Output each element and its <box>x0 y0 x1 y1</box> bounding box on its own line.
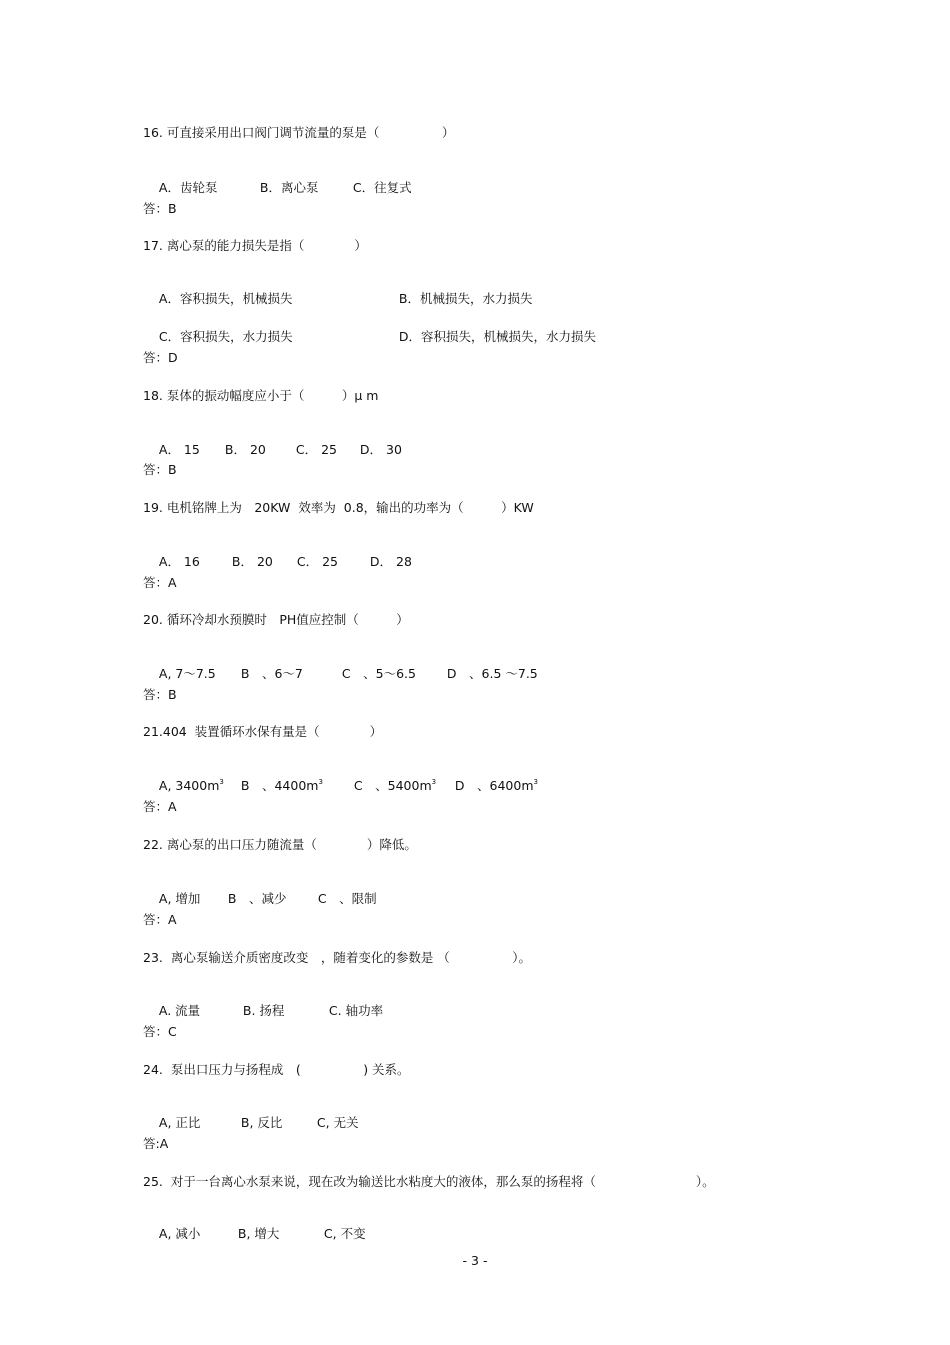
option-c: C． 25 <box>295 442 338 457</box>
answer-16: 答：B <box>143 201 177 216</box>
question-16: 16. 可直接采用出口阀门调节流量的泵是（ ） <box>143 125 455 140</box>
option-b: B, 增大 <box>237 1226 280 1241</box>
question-17-options-row2 <box>143 313 596 361</box>
option-c: C 、5～6.5 <box>341 666 416 681</box>
option-b <box>241 778 354 794</box>
option-a <box>159 778 241 794</box>
option-a: A．容积损失，机械损失 <box>158 291 293 306</box>
option-c: C．往复式 <box>352 180 412 195</box>
option-a: A．齿轮泵 <box>158 180 218 195</box>
question-23-options <box>143 987 383 1035</box>
option-b: B 、6～7 <box>240 666 303 681</box>
option-a: A, 7～7.5 <box>158 666 216 681</box>
option-a: A． 16 <box>158 554 200 569</box>
unit-superscript: 3 <box>219 778 224 786</box>
option-a: A, 增加 <box>158 891 201 906</box>
question-21-options <box>143 762 538 810</box>
option-c: C．容积损失，水力损失 <box>158 329 293 344</box>
question-19-options <box>143 538 412 586</box>
option-b: B． 20 <box>224 442 266 457</box>
option-b: B, 反比 <box>240 1115 283 1130</box>
answer-19: 答：A <box>143 575 177 590</box>
option-b: B．离心泵 <box>259 180 319 195</box>
answer-21: 答：A <box>143 799 177 814</box>
option-b-text: B 、4400m <box>240 778 319 793</box>
answer-20: 答：B <box>143 687 177 702</box>
option-c: C 、限制 <box>317 891 377 906</box>
question-24: 24. 泵出口压力与扬程成 ( ) 关系。 <box>143 1062 410 1077</box>
answer-17: 答：D <box>143 350 178 365</box>
question-16-options <box>143 164 412 212</box>
option-d: D．容积损失，机械损失，水力损失 <box>398 329 597 344</box>
question-21: 21.404 装置循环水保有量是（ ） <box>143 724 383 739</box>
option-d: D． 28 <box>369 554 412 569</box>
option-d: D． 30 <box>359 442 402 457</box>
question-17: 17. 离心泵的能力损失是指（ ） <box>143 238 367 253</box>
option-d: D 、6.5 ～7.5 <box>446 666 538 681</box>
unit-superscript: 3 <box>318 778 323 786</box>
question-24-options <box>143 1099 359 1147</box>
answer-22: 答：A <box>143 912 177 927</box>
option-d <box>455 778 538 794</box>
page-number: - 3 - <box>462 1253 488 1268</box>
option-a-text: A, 3400m <box>158 778 220 793</box>
option-c: C． 25 <box>296 554 339 569</box>
option-d-text: D 、6400m <box>454 778 534 793</box>
option-a: A. 流量 <box>158 1003 201 1018</box>
question-18: 18. 泵体的振动幅度应小于（ ）μ m <box>143 388 379 403</box>
option-a: A, 正比 <box>158 1115 201 1130</box>
question-25: 25. 对于一台离心水泵来说，现在改为输送比水粘度大的液体，那么泵的扬程将（ ）。 <box>143 1174 715 1189</box>
option-c: C. 轴功率 <box>328 1003 384 1018</box>
option-a: A, 减小 <box>158 1226 201 1241</box>
question-18-options <box>143 426 402 474</box>
question-20: 20. 循环冷却水预膜时 PH值应控制（ ） <box>143 612 409 627</box>
option-c <box>354 778 455 794</box>
option-b: B．机械损失，水力损失 <box>398 291 533 306</box>
option-c-text: C 、5400m <box>353 778 432 793</box>
unit-superscript: 3 <box>533 778 538 786</box>
option-b: B 、减少 <box>227 891 287 906</box>
option-b: B. 扬程 <box>242 1003 285 1018</box>
question-19: 19. 电机铭牌上为 20KW 效率为 0.8，输出的功率为（ ）KW <box>143 500 534 515</box>
answer-18: 答：B <box>143 462 177 477</box>
option-c: C, 无关 <box>316 1115 359 1130</box>
question-25-options <box>143 1210 366 1258</box>
question-20-options <box>143 650 538 698</box>
question-22: 22. 离心泵的出口压力随流量（ ）降低。 <box>143 837 417 852</box>
answer-24: 答:A <box>143 1136 169 1151</box>
option-a: A． 15 <box>158 442 200 457</box>
question-23: 23. 离心泵输送介质密度改变 ，随着变化的参数是 （ ）。 <box>143 950 532 965</box>
option-b: B． 20 <box>231 554 273 569</box>
option-c: C, 不变 <box>323 1226 366 1241</box>
unit-superscript: 3 <box>431 778 437 786</box>
question-22-options <box>143 875 377 923</box>
answer-23: 答：C <box>143 1024 177 1039</box>
